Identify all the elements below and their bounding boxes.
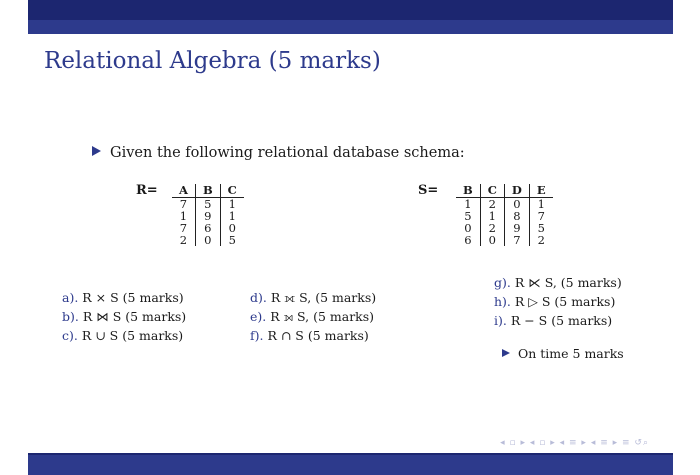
column-header: D — [504, 184, 529, 198]
question-text: R ∪ S (5 marks) — [81, 328, 184, 343]
column-header: B — [195, 184, 220, 198]
nav-section-icon[interactable]: ◂ ▫ ▸ — [529, 438, 556, 448]
question-text: R ∩ S (5 marks) — [267, 328, 369, 343]
table-cell: 5 — [537, 221, 545, 235]
question-label: h). — [494, 294, 511, 309]
column-header: C — [220, 184, 244, 198]
table-cell: 9 — [195, 210, 220, 222]
table-cell: 0 — [480, 234, 504, 246]
question-label: e). — [250, 309, 267, 324]
table-cell: 7 — [504, 234, 529, 246]
question-label: d). — [250, 290, 267, 305]
question-d — [250, 288, 376, 307]
question-text: R − S (5 marks) — [510, 313, 613, 328]
question-text: R ⟗ S, (5 marks) — [270, 290, 377, 305]
nav-prev-icon[interactable]: ◂ ▫ ▸ — [500, 438, 527, 448]
relation-r-table — [172, 184, 244, 246]
question-label: b). — [62, 309, 79, 324]
table-header-row — [172, 184, 244, 198]
bullet-arrow-icon — [92, 146, 101, 156]
column-header: E — [529, 184, 552, 198]
question-g — [494, 273, 622, 292]
question-b — [62, 307, 186, 326]
table-cell: 1 — [537, 197, 545, 211]
question-c — [62, 326, 183, 345]
nav-next-icon[interactable]: ◂ ≡ ▸ — [590, 438, 619, 448]
note-text: On time 5 marks — [518, 346, 624, 361]
nav-search-icon[interactable]: ≡ ↺⌕ — [622, 438, 649, 448]
note-bullet — [502, 344, 624, 363]
question-label: c). — [62, 328, 78, 343]
column-header: A — [172, 184, 195, 198]
slide — [28, 0, 673, 475]
table-cell: 6 — [195, 222, 220, 234]
intro-bullet — [92, 145, 465, 161]
table-cell: 0 — [504, 198, 529, 211]
table-cell: 7 — [172, 222, 195, 234]
question-label: f). — [250, 328, 264, 343]
question-label: g). — [494, 275, 511, 290]
table-cell: 1 — [228, 209, 236, 223]
table-cell: 5 — [228, 233, 236, 247]
question-f — [250, 326, 369, 345]
question-label: i). — [494, 313, 507, 328]
table-cell: 0 — [228, 221, 236, 235]
table-cell: 2 — [537, 233, 545, 247]
bullet-arrow-icon — [502, 349, 510, 357]
nav-subsection-icon[interactable]: ◂ ≡ ▸ — [559, 438, 587, 448]
beamer-nav-controls — [500, 438, 649, 448]
question-label: a). — [62, 290, 79, 305]
question-text: R ▷ S (5 marks) — [514, 294, 616, 309]
table-row — [172, 234, 244, 246]
slide-title: Relational Algebra (5 marks) — [44, 48, 381, 74]
table-cell: 1 — [172, 210, 195, 222]
column-header: B — [456, 184, 480, 198]
table-cell: 2 — [480, 222, 504, 234]
table-cell: 8 — [504, 210, 529, 222]
question-text: R ⋉ S, (5 marks) — [514, 275, 622, 290]
question-text: R × S (5 marks) — [82, 290, 184, 305]
table-header-row — [456, 184, 553, 198]
table-cell: 2 — [172, 234, 195, 246]
question-text: R ⟕ S, (5 marks) — [270, 309, 375, 324]
table-cell: 5 — [456, 210, 480, 222]
table-cell: 7 — [172, 198, 195, 211]
relation-s-table — [456, 184, 553, 246]
question-e — [250, 307, 374, 326]
table-cell: 9 — [504, 222, 529, 234]
relation-s-label: S= — [418, 183, 439, 198]
question-text: R ⋈ S (5 marks) — [82, 309, 187, 324]
table-cell: 5 — [195, 198, 220, 211]
table-cell: 1 — [456, 198, 480, 211]
header-bar-secondary — [28, 20, 673, 34]
header-bar — [28, 0, 673, 20]
table-cell: 0 — [456, 222, 480, 234]
column-header: C — [480, 184, 504, 198]
table-cell: 1 — [480, 210, 504, 222]
table-row — [456, 234, 553, 246]
footer-bar — [28, 455, 673, 475]
question-i — [494, 311, 612, 330]
table-cell: 1 — [228, 197, 236, 211]
question-h — [494, 292, 615, 311]
table-cell: 6 — [456, 234, 480, 246]
table-cell: 2 — [480, 198, 504, 211]
table-cell: 0 — [195, 234, 220, 246]
relation-r-label: R= — [136, 183, 158, 198]
intro-text: Given the following relational database schema: — [110, 145, 465, 161]
table-cell: 7 — [537, 209, 545, 223]
question-a — [62, 288, 184, 307]
